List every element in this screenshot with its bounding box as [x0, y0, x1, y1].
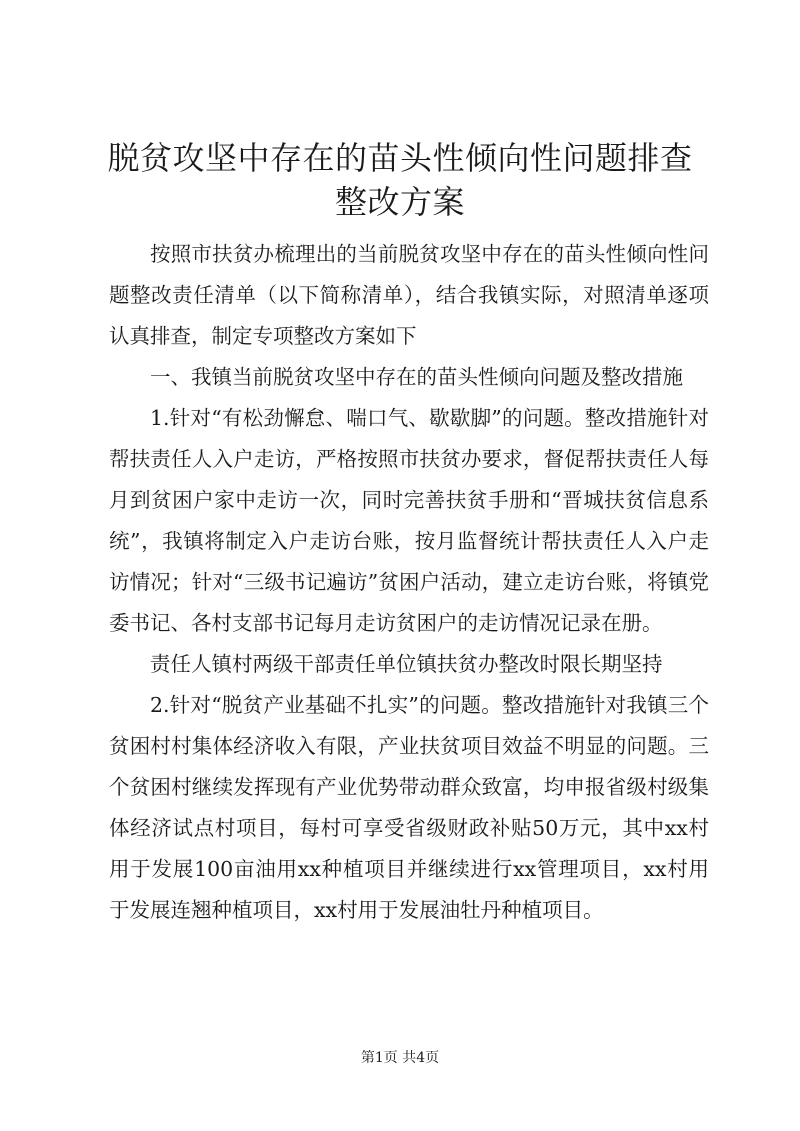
paragraph-intro: 按照市扶贫办梳理出的当前脱贫攻坚中存在的苗头性倾向性问题整改责任清单（以下简称清单），结合我镇实际，对照清单逐项认真排查，制定专项整改方案如下 — [109, 242, 709, 348]
paragraph-responsibility: 责任人镇村两级干部责任单位镇扶贫办整改时限长期坚持 — [150, 652, 663, 676]
page-number: 第1页 共4页 — [360, 1050, 440, 1066]
document-body — [109, 234, 709, 931]
paragraph-section-heading: 一、我镇当前脱贫攻坚中存在的苗头性倾向问题及整改措施 — [150, 365, 683, 389]
paragraph-item-1: 1.针对“有松劲懈怠、喘口气、歇歇脚”的问题。整改措施针对帮扶责任人入户走访，严格按照市扶贫办要求，督促帮扶责任人每月到贫困户家中走访一次，同时完善扶贫手册和“晋城扶贫信息系统”，我镇将制定入户走访台账，按月监督统计帮扶责任人入户走访情况；针对“三级书记遍访”贫困户活动，建立走访台账，将镇党委书记、各村支部书记每月走访贫困户的走访情况记录在册。 — [109, 406, 709, 635]
paragraph-item-2: 2.针对“脱贫产业基础不扎实”的问题。整改措施针对我镇三个贫困村村集体经济收入有限，产业扶贫项目效益不明显的问题。三个贫困村继续发挥现有产业优势带动群众致富，均申报省级村级集体经济试点村项目，每村可享受省级财政补贴50万元，其中xx村用于发展100亩油用xx种植项目并继续进行xx管理项目，xx村用于发展连翘种植项目，xx村用于发展油牡丹种植项目。 — [109, 693, 709, 922]
document-title: 脱贫攻坚中存在的苗头性倾向性问题排查整改方案 — [107, 139, 693, 221]
